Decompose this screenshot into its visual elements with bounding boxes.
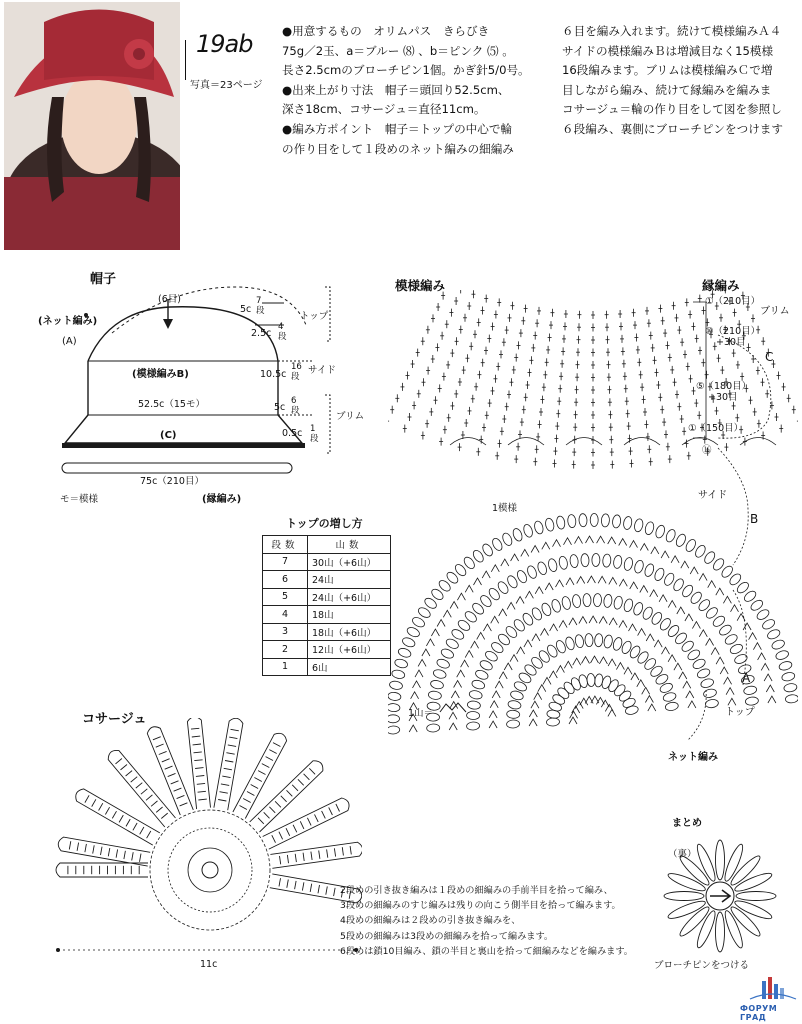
dim-brim-cm: 5c bbox=[274, 402, 286, 413]
model-photo bbox=[4, 2, 180, 250]
chart-row-5: ⑤（180目） bbox=[696, 381, 752, 392]
dim-a-rows: 4段 bbox=[278, 322, 287, 342]
hat-label-c: (C) bbox=[160, 430, 177, 441]
hat-label-brim-length: 75c（210目） bbox=[140, 476, 204, 487]
intro-line: ６段編み、裏側にブローチピンをつけます bbox=[562, 121, 783, 136]
chart-row-10: ⑩（210目） bbox=[705, 326, 761, 337]
edge-chart-title: 縁編み bbox=[702, 278, 740, 293]
table-cell: 4 bbox=[263, 606, 308, 624]
table-row bbox=[263, 658, 391, 676]
intro-column-1 bbox=[282, 22, 547, 159]
title-bracket bbox=[185, 40, 191, 80]
photo-reference: 写真＝23ページ bbox=[190, 80, 263, 91]
dim-edge-cm: 0.5c bbox=[282, 428, 303, 439]
intro-line: 目しながら編み、続けて縁編みを編みま bbox=[562, 82, 772, 97]
table-header: 段数 bbox=[263, 536, 308, 554]
corsage-heading: コサージュ bbox=[82, 712, 147, 727]
hat-label-net: (ネット編み) bbox=[38, 316, 98, 327]
chart-label-one-pattern: 1模様 bbox=[492, 503, 518, 514]
assembly-heading: まとめ bbox=[672, 818, 702, 829]
chart-label-side: サイド bbox=[698, 490, 728, 501]
intro-line: 16段編みます。ブリムは模様編みＣで増 bbox=[562, 63, 773, 78]
table-row bbox=[263, 623, 391, 641]
chart-row-1-brim: ①（150目） bbox=[688, 423, 744, 434]
chart-row-16: ⑯ bbox=[702, 445, 712, 456]
intro-line: 深さ18cm、コサージュ＝直径11cm。 bbox=[282, 102, 486, 117]
table-row bbox=[263, 553, 391, 571]
corsage-diagram bbox=[52, 718, 362, 968]
table-row bbox=[263, 641, 391, 659]
dim-a-cm: 2.5c bbox=[251, 328, 272, 339]
intro-line: ●出来上がり寸法 帽子＝頭回り52.5cm、 bbox=[282, 82, 510, 97]
table-cell: 3 bbox=[263, 623, 308, 641]
dim-brim-rows: 6段 bbox=[291, 396, 300, 416]
assembly-diagram bbox=[662, 838, 778, 954]
table-header-row bbox=[263, 536, 391, 554]
table-cell: 24山 bbox=[308, 571, 391, 589]
chart-label-b: B bbox=[750, 512, 759, 526]
table-cell: 7 bbox=[263, 553, 308, 571]
intro-line: の作り目をして１段めのネット編みの細編み bbox=[282, 141, 514, 156]
table-cell: 12山（+6山） bbox=[308, 641, 391, 659]
chart-row-10-inc: +30目 bbox=[716, 337, 746, 348]
hat-label-b: (模様編みB) bbox=[132, 369, 189, 380]
table-cell: 6山 bbox=[308, 658, 391, 676]
mountain-symbol-icon bbox=[438, 700, 468, 714]
forum-logo-icon bbox=[744, 975, 800, 1005]
dim-top-cm: 5c bbox=[240, 304, 252, 315]
chart-row-1: ①（210目） bbox=[705, 296, 761, 307]
hat-label-brim: ブリム bbox=[336, 411, 365, 422]
increase-table-title: トップの増し方 bbox=[286, 517, 363, 530]
chart-row-5-inc: +30目 bbox=[708, 392, 738, 403]
intro-line: 長さ2.5cmのブローチピン1個。かぎ針5/0号。 bbox=[282, 63, 530, 78]
table-row bbox=[263, 571, 391, 589]
hat-label-top: トップ bbox=[300, 311, 329, 322]
intro-line: ６目を編み入れます。続けて模様編みＡ４ bbox=[562, 24, 782, 38]
intro-line: 75g／2玉、a＝ブルー ⑻ 、b＝ピンク ⑸ 。 bbox=[282, 43, 514, 58]
dim-top-rows: 7段 bbox=[256, 296, 265, 316]
hat-legend: モ＝模様 bbox=[60, 494, 99, 505]
corsage-notes bbox=[340, 883, 633, 959]
table-header: 山数 bbox=[308, 536, 391, 554]
hat-label-side: サイド bbox=[308, 365, 336, 376]
intro-line: コサージュ＝輪の作り目をして図を参照し bbox=[562, 102, 782, 117]
dim-side-rows: 16段 bbox=[291, 362, 302, 382]
dim-side-cm: 10.5c bbox=[260, 369, 287, 380]
chart-label-a: A bbox=[742, 671, 751, 685]
increase-table bbox=[262, 535, 391, 676]
table-cell: 2 bbox=[263, 641, 308, 659]
dim-edge-rows: 1段 bbox=[310, 424, 319, 444]
table-cell: 30山（+6山） bbox=[308, 553, 391, 571]
corsage-width: 11c bbox=[196, 959, 221, 970]
note-line: 4段めの細編みは２段めの引き抜き編みを、 bbox=[340, 915, 521, 927]
intro-column-2 bbox=[562, 22, 798, 140]
note-line: 5段めの細編みは3段めの細編みを拾って編みます。 bbox=[340, 930, 554, 942]
hat-label-a: (A) bbox=[62, 336, 77, 347]
table-row bbox=[263, 588, 391, 606]
note-line: 6段めは鎖10目編み、鎖の半目と裏山を拾って細編みなどを編みます。 bbox=[340, 945, 633, 957]
assembly-pin-note: ブローチピンをつける bbox=[654, 960, 750, 971]
chart-label-net: ネット編み bbox=[668, 752, 718, 763]
table-row bbox=[263, 606, 391, 624]
table-cell: 18山（+6山） bbox=[308, 623, 391, 641]
chart-label-top: トップ bbox=[725, 707, 755, 718]
watermark: ФОРУМ ГРАД bbox=[740, 1004, 778, 1022]
table-cell: 24山（+6山） bbox=[308, 588, 391, 606]
intro-line: ●用意するもの オリムパス きらびき bbox=[282, 24, 490, 38]
intro-line: ●編み方ポイント 帽子＝トップの中心で輪 bbox=[282, 121, 513, 136]
chart-label-brim: ブリム bbox=[760, 306, 790, 317]
table-cell: 18山 bbox=[308, 606, 391, 624]
note-line: 3段めの細編みのすじ編みは残りの向こう側半目を拾って編みます。 bbox=[340, 900, 621, 912]
assembly-back: （裏） bbox=[668, 849, 697, 860]
pattern-number: 19ab bbox=[196, 30, 253, 58]
hat-heading: 帽子 bbox=[90, 272, 117, 287]
chart-legend-mountain: 1山＝ bbox=[408, 708, 434, 719]
pattern-chart-title: 模様編み bbox=[395, 278, 446, 293]
table-cell: 1 bbox=[263, 658, 308, 676]
chart-label-c: C bbox=[765, 350, 774, 364]
hat-label-6-stitches: (6目) bbox=[158, 294, 181, 305]
intro-line: サイドの模様編みＢは増減目なく15模様 bbox=[562, 43, 774, 58]
hat-label-edge: (縁編み) bbox=[202, 494, 242, 505]
note-line: 2段めの引き抜き編みは１段めの細編みの手前半目を拾って編み、 bbox=[340, 885, 613, 896]
hat-label-circumference: 52.5c（15モ） bbox=[138, 399, 205, 410]
table-cell: 6 bbox=[263, 571, 308, 589]
table-cell: 5 bbox=[263, 588, 308, 606]
